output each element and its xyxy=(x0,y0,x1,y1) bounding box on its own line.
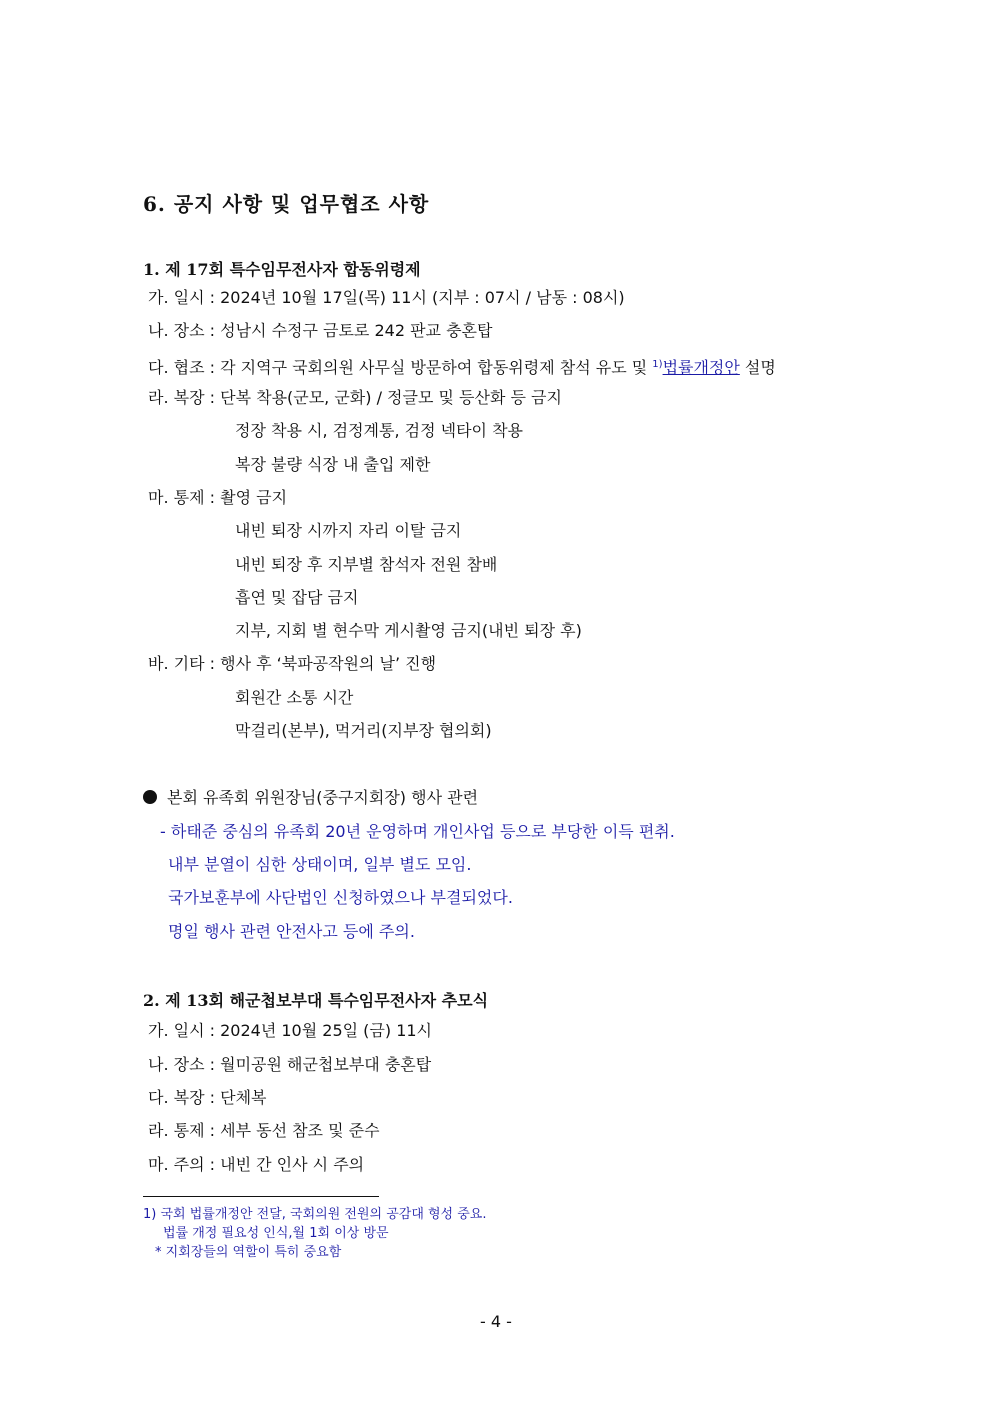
s1-item-attire xyxy=(148,388,562,408)
footnote-line-1: 1) 국회 법률개정안 전달, 국회의원 전원의 공감대 형성 중요. xyxy=(143,1207,487,1222)
item-text: 성남시 수정구 금토로 242 판교 충혼탑 xyxy=(220,321,493,340)
s1-item-attire-2: 정장 착용 시, 검정계통, 검정 넥타이 착용 xyxy=(235,421,523,440)
item-label: 나. 장소 : xyxy=(148,321,221,340)
item-label: 마. 통제 : xyxy=(148,488,221,507)
item-label: 가. 일시 : xyxy=(148,288,221,307)
notice-line-3: 국가보훈부에 사단법인 신청하였으나 부결되었다. xyxy=(168,888,513,907)
item-label: 바. 기타 : xyxy=(148,654,221,673)
s2-item-attire xyxy=(148,1088,266,1108)
notice-title-text: 본회 유족회 위원장님(중구지회장) 행사 관련 xyxy=(167,788,479,807)
item-label: 다. 협조 : xyxy=(148,358,221,377)
item-text: 단복 착용(군모, 군화) / 정글모 및 등산화 등 금지 xyxy=(220,388,562,407)
notice-title xyxy=(143,788,478,808)
notice-line-1: - 하태준 중심의 유족회 20년 운영하며 개인사업 등으로 부당한 이득 편취. xyxy=(160,822,675,841)
item-text: 2024년 10월 17일(목) 11시 (지부 : 07시 / 남동 : 08시) xyxy=(220,288,625,307)
item-text: 촬영 금지 xyxy=(220,488,288,507)
footnote-divider xyxy=(143,1196,379,1197)
item-label: 나. 장소 : xyxy=(148,1055,221,1074)
s1-item-control xyxy=(148,488,287,508)
page-number: - 4 - xyxy=(480,1312,512,1331)
notice-line-2: 내부 분열이 심한 상태이며, 일부 별도 모임. xyxy=(168,855,472,874)
section1-title: 1. 제 17회 특수임무전사자 합동위령제 xyxy=(143,260,421,279)
item-text-after: 설명 xyxy=(739,358,776,377)
s2-item-place xyxy=(148,1055,431,1075)
s1-item-etc-2: 회원간 소통 시간 xyxy=(235,688,354,707)
s1-item-attire-3: 복장 불량 식장 내 출입 제한 xyxy=(235,455,431,474)
item-label: 다. 복장 : xyxy=(148,1088,221,1107)
s2-item-control xyxy=(148,1121,380,1141)
item-label: 라. 복장 : xyxy=(148,388,221,407)
item-label: 라. 통제 : xyxy=(148,1121,221,1140)
footnote-mark[interactable]: 1) xyxy=(652,359,663,370)
law-amendment-link[interactable]: 법률개정안 xyxy=(662,358,740,377)
item-label: 마. 주의 : xyxy=(148,1155,221,1174)
footnote-line-2: 법률 개정 필요성 인식,월 1회 이상 방문 xyxy=(163,1226,389,1241)
item-text: 단체복 xyxy=(220,1088,267,1107)
s1-item-control-5: 지부, 지회 별 현수막 게시촬영 금지(내빈 퇴장 후) xyxy=(235,621,582,640)
s1-item-control-4: 흡연 및 잡담 금지 xyxy=(235,588,359,607)
item-text: 내빈 간 인사 시 주의 xyxy=(220,1155,365,1174)
s1-item-control-3: 내빈 퇴장 후 지부별 참석자 전원 참배 xyxy=(235,555,498,574)
s1-item-etc-3: 막걸리(본부), 먹거리(지부장 협의회) xyxy=(235,721,492,740)
item-text: 행사 후 ‘북파공작원의 날’ 진행 xyxy=(220,654,437,673)
s1-item-cooperation xyxy=(148,355,776,378)
item-text: 세부 동선 참조 및 준수 xyxy=(220,1121,380,1140)
item-label: 가. 일시 : xyxy=(148,1021,221,1040)
item-text: 월미공원 해군첩보부대 충혼탑 xyxy=(220,1055,432,1074)
s2-item-date xyxy=(148,1021,432,1041)
s1-item-place xyxy=(148,321,492,341)
section2-title: 2. 제 13회 해군첩보부대 특수임무전사자 추모식 xyxy=(143,991,489,1010)
footnote-line-3: * 지회장들의 역할이 특히 중요함 xyxy=(155,1245,342,1260)
item-text-before: 각 지역구 국회의원 사무실 방문하여 합동위령제 참석 유도 및 xyxy=(220,358,653,377)
bullet-icon xyxy=(143,790,157,804)
page-heading: 6. 공지 사항 및 업무협조 사항 xyxy=(143,192,430,216)
s2-item-caution xyxy=(148,1155,364,1175)
s1-item-date xyxy=(148,288,625,308)
item-text: 2024년 10월 25일 (금) 11시 xyxy=(220,1021,433,1040)
s1-item-etc xyxy=(148,654,436,674)
notice-line-4: 명일 행사 관련 안전사고 등에 주의. xyxy=(168,922,415,941)
s1-item-control-2: 내빈 퇴장 시까지 자리 이탈 금지 xyxy=(235,521,462,540)
